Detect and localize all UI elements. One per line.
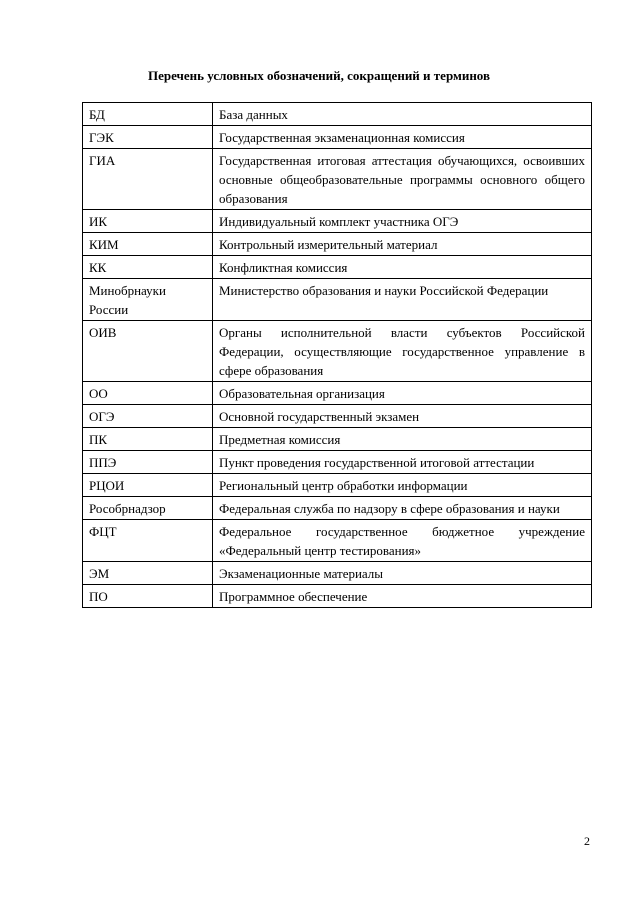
table-row — [83, 405, 592, 428]
description-cell: Конфликтная комиссия — [213, 256, 592, 279]
description-cell: Программное обеспечение — [213, 585, 592, 608]
description-cell: Предметная комиссия — [213, 428, 592, 451]
term-cell: РЦОИ — [83, 474, 213, 497]
description-cell: Основной государственный экзамен — [213, 405, 592, 428]
term-cell: ППЭ — [83, 451, 213, 474]
description-cell: Индивидуальный комплект участника ОГЭ — [213, 210, 592, 233]
term-cell: ГЭК — [83, 126, 213, 149]
description-cell: Федеральная служба по надзору в сфере образования и науки — [213, 497, 592, 520]
table-row — [83, 321, 592, 382]
table-row — [83, 382, 592, 405]
description-cell: Контрольный измерительный материал — [213, 233, 592, 256]
table-row — [83, 149, 592, 210]
description-cell: База данных — [213, 103, 592, 126]
page-title: Перечень условных обозначений, сокращений и терминов — [147, 68, 491, 83]
term-cell: ПК — [83, 428, 213, 451]
abbreviations-table — [82, 102, 592, 608]
table-row — [83, 497, 592, 520]
description-cell: Образовательная организация — [213, 382, 592, 405]
description-cell: Министерство образования и науки Российской Федерации — [213, 279, 592, 321]
page-number: 2 — [584, 834, 590, 848]
table-row — [83, 210, 592, 233]
description-cell: Органы исполнительной власти субъектов Российской Федерации, осуществляющие государственное управление в сфере образования — [213, 321, 592, 382]
table-row — [83, 256, 592, 279]
term-cell: ОГЭ — [83, 405, 213, 428]
term-cell: ФЦТ — [83, 520, 213, 562]
table-row — [83, 451, 592, 474]
term-cell: Рособрнадзор — [83, 497, 213, 520]
table-row — [83, 520, 592, 562]
table-row — [83, 428, 592, 451]
description-cell: Федеральное государственное бюджетное учреждение «Федеральный центр тестирования» — [213, 520, 592, 562]
term-cell: ПО — [83, 585, 213, 608]
term-cell: ОО — [83, 382, 213, 405]
table-row — [83, 279, 592, 321]
term-cell: БД — [83, 103, 213, 126]
description-cell: Пункт проведения государственной итоговой аттестации — [213, 451, 592, 474]
term-cell: КИМ — [83, 233, 213, 256]
term-cell: ГИА — [83, 149, 213, 210]
term-cell: ИК — [83, 210, 213, 233]
term-cell: ЭМ — [83, 562, 213, 585]
description-cell: Региональный центр обработки информации — [213, 474, 592, 497]
term-cell: Минобрнауки России — [83, 279, 213, 321]
description-cell: Экзаменационные материалы — [213, 562, 592, 585]
table-row — [83, 233, 592, 256]
description-cell: Государственная итоговая аттестация обучающихся, освоивших основные общеобразовательные программы основного общего образования — [213, 149, 592, 210]
description-cell: Государственная экзаменационная комиссия — [213, 126, 592, 149]
table-row — [83, 585, 592, 608]
term-cell: КК — [83, 256, 213, 279]
table-row — [83, 474, 592, 497]
term-cell: ОИВ — [83, 321, 213, 382]
table-row — [83, 126, 592, 149]
table-row — [83, 562, 592, 585]
table-row — [83, 103, 592, 126]
